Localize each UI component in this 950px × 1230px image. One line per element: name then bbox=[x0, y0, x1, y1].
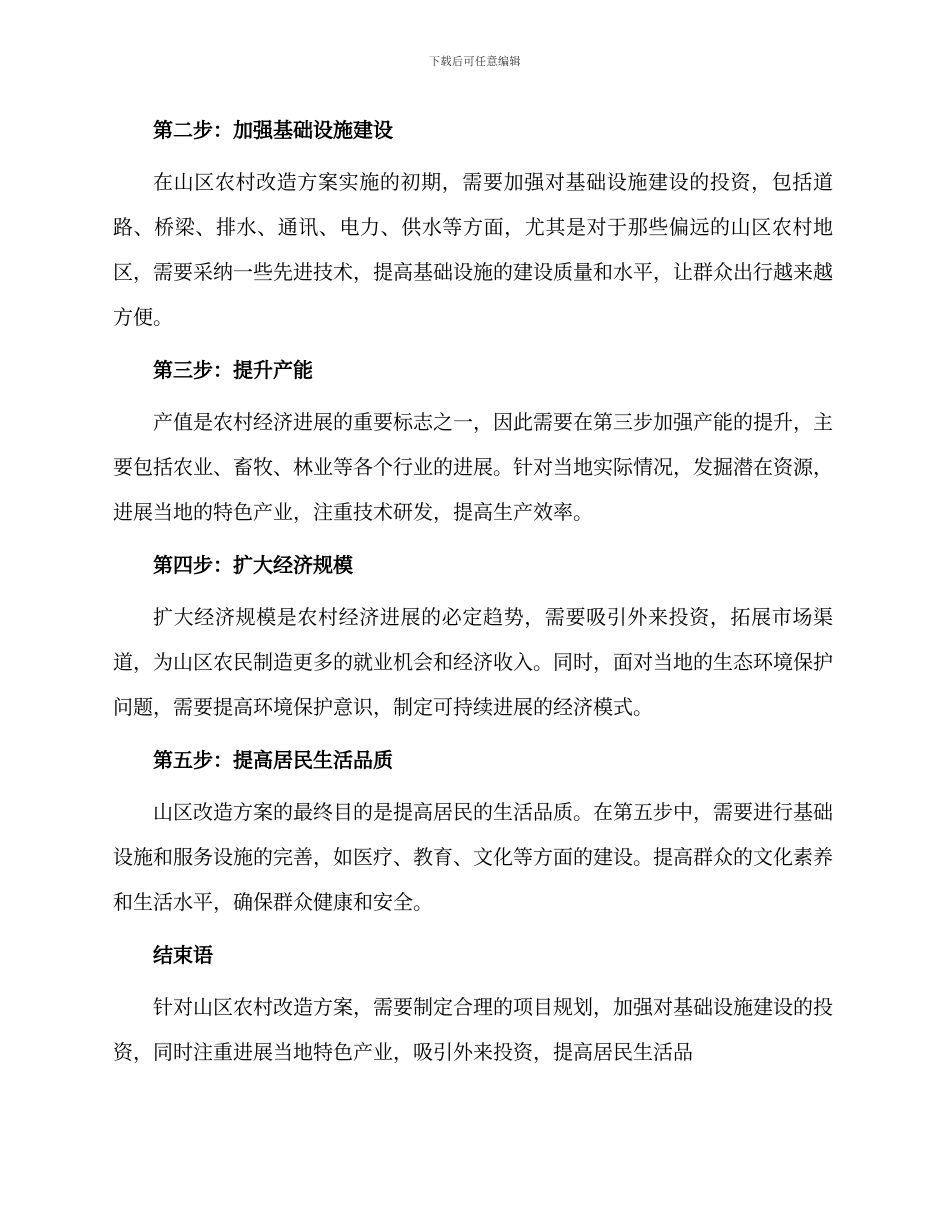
section-heading-conclusion: 结束语 bbox=[153, 943, 213, 967]
document-body bbox=[113, 108, 833, 1083]
section-heading-step-3: 第三步：提升产能 bbox=[153, 358, 313, 382]
section-paragraph-conclusion: 针对山区农村改造方案，需要制定合理的项目规划，加强对基础设施建设的投资，同时注重进展当地特色产业，吸引外来投资，提高居民生活品 bbox=[113, 995, 833, 1064]
section-paragraph-step-4: 扩大经济规模是农村经济进展的必定趋势，需要吸引外来投资，拓展市场渠道，为山区农民制造更多的就业机会和经济收入。同时，面对当地的生态环境保护问题，需要提高环境保护意识，制定可持续进展的经济模式。 bbox=[113, 605, 833, 719]
section-heading-step-2: 第二步：加强基础设施建设 bbox=[153, 118, 393, 142]
section-paragraph-step-3: 产值是农村经济进展的重要标志之一，因此需要在第三步加强产能的提升，主要包括农业、畜牧、林业等各个行业的进展。针对当地实际情况，发掘潜在资源，进展当地的特色产业，注重技术研发，提高生产效率。 bbox=[113, 410, 833, 524]
page-header-note: 下载后可任意编辑 bbox=[429, 55, 521, 68]
section-paragraph-step-5: 山区改造方案的最终目的是提高居民的生活品质。在第五步中，需要进行基础设施和服务设施的完善，如医疗、教育、文化等方面的建设。提高群众的文化素养和生活水平，确保群众健康和安全。 bbox=[113, 800, 833, 914]
section-heading-step-5: 第五步：提高居民生活品质 bbox=[153, 748, 393, 772]
section-heading-step-4: 第四步：扩大经济规模 bbox=[153, 553, 353, 577]
section-paragraph-step-2: 在山区农村改造方案实施的初期，需要加强对基础设施建设的投资，包括道路、桥梁、排水、通讯、电力、供水等方面，尤其是对于那些偏远的山区农村地区，需要采纳一些先进技术，提高基础设施的建设质量和水平，让群众出行越来越方便。 bbox=[113, 170, 833, 329]
